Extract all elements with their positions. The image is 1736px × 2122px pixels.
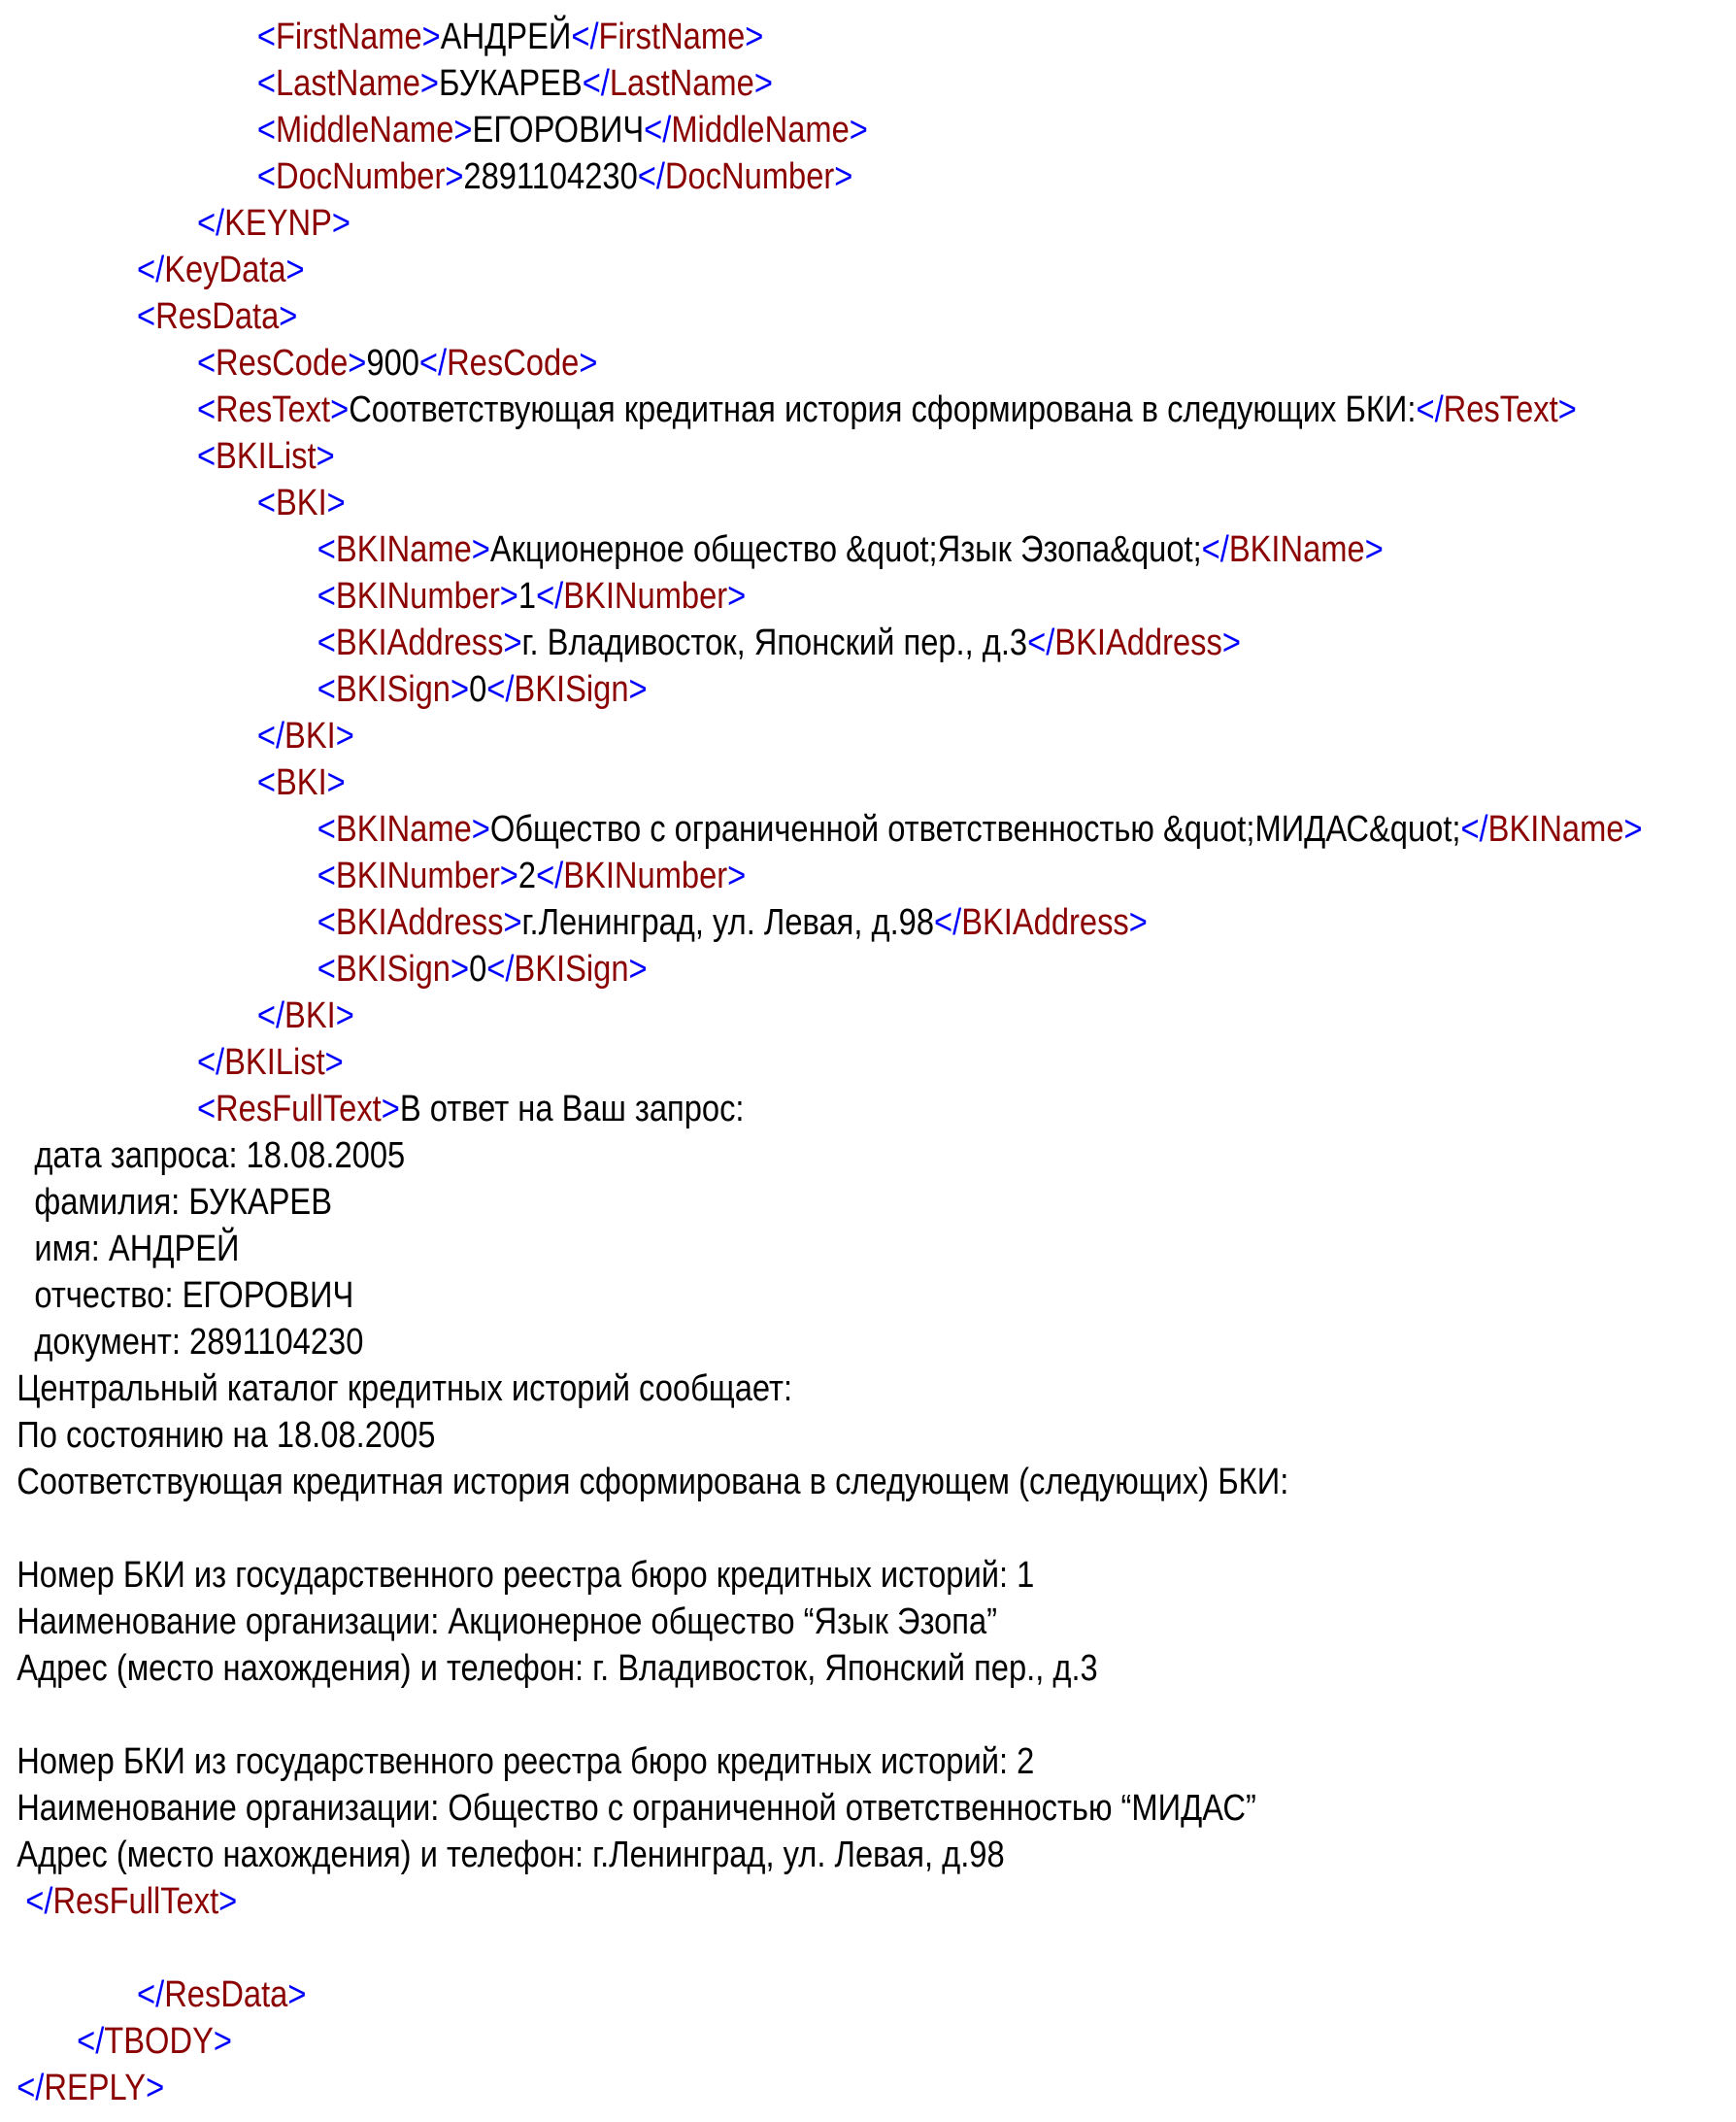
xml-bracket: < (196, 343, 217, 384)
xml-text: Акционерное общество &quot;Язык Эзопа&quot; (489, 529, 1202, 570)
xml-tag-name: BKI (275, 483, 327, 523)
xml-tag-name: ResCode (447, 343, 580, 384)
xml-bracket: </ (137, 1974, 165, 2015)
xml-bracket: > (1221, 623, 1241, 663)
xml-bracket: > (471, 529, 490, 570)
document-line (0, 387, 1577, 433)
xml-text: Центральный каталог кредитных историй сообщает: (17, 1368, 793, 1409)
xml-bracket: </ (536, 576, 564, 617)
xml-tag-name: BKINumber (335, 856, 500, 896)
document-line (0, 806, 1643, 853)
xml-bracket: > (285, 250, 305, 290)
document-line (0, 713, 1493, 759)
xml-text (17, 1881, 25, 1922)
document-line (0, 1785, 1493, 1832)
xml-bracket: > (335, 995, 354, 1036)
xml-bracket: > (499, 856, 518, 896)
xml-bracket: > (628, 669, 648, 710)
document-line (0, 1738, 1493, 1785)
xml-tag-name: ResFullText (52, 1881, 219, 1922)
document-line (0, 1365, 1493, 1412)
xml-bracket: < (317, 669, 336, 710)
xml-text: 2 (517, 856, 537, 896)
document-line (0, 0, 1493, 60)
document-line (0, 1552, 1493, 1599)
xml-text: отчество: ЕГОРОВИЧ (17, 1275, 354, 1316)
xml-text: г. Владивосток, Японский пер., д.3 (521, 623, 1028, 663)
xml-bracket: </ (934, 902, 962, 943)
xml-bracket: </ (644, 110, 672, 151)
xml-bracket: > (450, 949, 470, 990)
xml-bracket: > (579, 343, 598, 384)
xml-bracket: </ (1201, 529, 1229, 570)
xml-tag-name: FirstName (598, 17, 746, 57)
xml-bracket: > (1623, 809, 1643, 850)
xml-text: По состоянию на 18.08.2005 (17, 1415, 436, 1456)
xml-bracket: > (450, 669, 470, 710)
xml-bracket: < (196, 1089, 217, 1129)
document-line (0, 1878, 1493, 1925)
xml-tag-name: BKISign (514, 949, 629, 990)
xml-tag-name: MiddleName (275, 110, 454, 151)
document-line (0, 200, 1493, 247)
document-line (0, 620, 1493, 666)
xml-bracket: > (348, 343, 367, 384)
document-line (0, 759, 1493, 806)
xml-bracket: < (196, 389, 217, 430)
xml-bracket: > (503, 902, 522, 943)
xml-bracket: < (256, 17, 276, 57)
document-line (0, 1925, 1493, 1971)
document-line (0, 1272, 1493, 1319)
xml-text: имя: АНДРЕЙ (17, 1229, 240, 1269)
xml-text: Номер БКИ из государственного реестра бюро кредитных историй: 2 (17, 1741, 1035, 1782)
xml-bracket: </ (1416, 389, 1444, 430)
xml-tag-name: KEYNP (224, 203, 332, 244)
xml-bracket: > (745, 17, 764, 57)
xml-bracket: < (317, 529, 336, 570)
xml-bracket: < (317, 623, 336, 663)
xml-tag-name: BKIList (216, 436, 317, 477)
xml-tag-name: ResData (155, 296, 280, 337)
document-line (0, 853, 1493, 899)
xml-bracket: < (317, 902, 336, 943)
xml-bracket: </ (486, 949, 515, 990)
document-line (0, 2065, 1493, 2111)
xml-bracket: > (471, 809, 490, 850)
xml-tag-name: BKINumber (335, 576, 500, 617)
xml-tag-name: BKINumber (563, 576, 728, 617)
xml-bracket: </ (536, 856, 564, 896)
xml-bracket: < (256, 110, 276, 151)
xml-bracket: </ (137, 250, 165, 290)
document-line (0, 1832, 1493, 1878)
xml-bracket: </ (1460, 809, 1488, 850)
xml-bracket: </ (77, 2021, 105, 2062)
xml-bracket: > (218, 1881, 238, 1922)
xml-bracket: > (1557, 389, 1577, 430)
xml-bracket: </ (571, 17, 599, 57)
xml-bracket: </ (256, 995, 285, 1036)
xml-bracket: < (256, 762, 276, 803)
xml-text: 0 (469, 949, 487, 990)
document-line (0, 1132, 1493, 1179)
document-line (0, 293, 1493, 340)
xml-text: 0 (469, 669, 487, 710)
xml-bracket: < (256, 483, 276, 523)
document-line (0, 107, 1493, 153)
xml-bracket: > (503, 623, 522, 663)
document-line (0, 1645, 1493, 1692)
document-line (0, 526, 1493, 573)
document-line (0, 1179, 1493, 1226)
xml-tag-name: REPLY (44, 2068, 147, 2108)
document-line (0, 1971, 1493, 2018)
xml-tag-name: BKISign (514, 669, 629, 710)
xml-bracket: < (256, 156, 276, 197)
xml-tag-name: MiddleName (671, 110, 850, 151)
xml-text: 900 (366, 343, 419, 384)
xml-bracket: </ (1027, 623, 1055, 663)
document-line (0, 247, 1493, 293)
xml-bracket: > (419, 63, 440, 104)
xml-bracket: > (1128, 902, 1148, 943)
xml-bracket: > (316, 436, 335, 477)
xml-tag-name: LastName (275, 63, 420, 104)
xml-tag-name: DocNumber (275, 156, 446, 197)
xml-tag-name: BKI (284, 716, 336, 757)
document-line (0, 2018, 1493, 2065)
document-line (0, 1692, 1493, 1738)
document-line (0, 993, 1493, 1039)
xml-tag-name: ResData (164, 1974, 288, 2015)
document-line (0, 1086, 1493, 1132)
xml-text: Общество с ограниченной ответственностью &quot;МИДАС&quot; (489, 809, 1461, 850)
xml-tag-name: BKINumber (563, 856, 728, 896)
xml-bracket: > (146, 2068, 165, 2108)
xml-tag-name: KeyData (164, 250, 286, 290)
document-line (0, 1599, 1493, 1645)
xml-tag-name: BKISign (335, 669, 451, 710)
xml-bracket: < (256, 63, 276, 104)
xml-tag-name: DocNumber (664, 156, 835, 197)
xml-bracket: </ (486, 669, 515, 710)
xml-bracket: > (335, 716, 354, 757)
xml-text: 2891104230 (463, 156, 638, 197)
document-line (0, 1226, 1493, 1272)
xml-bracket: > (381, 1089, 400, 1129)
document-line (0, 666, 1493, 713)
xml-tag-name: BKIName (335, 809, 472, 850)
xml-bracket: < (317, 856, 336, 896)
xml-bracket: </ (418, 343, 448, 384)
xml-text: Номер БКИ из государственного реестра бюро кредитных историй: 1 (17, 1555, 1035, 1596)
xml-bracket: > (213, 2021, 232, 2062)
xml-bracket: > (628, 949, 648, 990)
xml-bracket: > (331, 203, 351, 244)
xml-tag-name: LastName (609, 63, 754, 104)
xml-tag-name: ResFullText (216, 1089, 382, 1129)
xml-bracket: < (137, 296, 156, 337)
xml-bracket: < (317, 576, 336, 617)
document-line (0, 60, 1493, 107)
xml-tag-name: BKIAddress (1054, 623, 1222, 663)
document-line (0, 480, 1493, 526)
document-line (0, 153, 1493, 200)
xml-text: Адрес (место нахождения) и телефон: г. Владивосток, Японский пер., д.3 (17, 1648, 1098, 1689)
xml-bracket: > (834, 156, 853, 197)
xml-tag-name: ResCode (216, 343, 349, 384)
xml-tag-name: FirstName (275, 17, 422, 57)
xml-tag-name: BKIName (335, 529, 472, 570)
document-line (0, 340, 1493, 387)
xml-tag-name: ResText (216, 389, 331, 430)
xml-bracket: > (445, 156, 464, 197)
document-line (0, 1459, 1493, 1505)
xml-text: Наименование организации: Акционерное общество “Язык Эзопа” (17, 1601, 998, 1642)
document-line (0, 573, 1493, 620)
xml-bracket: > (326, 483, 346, 523)
xml-tag-name: BKIAddress (335, 623, 504, 663)
xml-bracket: > (324, 1042, 344, 1083)
xml-tag-name: BKI (284, 995, 336, 1036)
xml-bracket: > (326, 762, 346, 803)
xml-text: БУКАРЕВ (439, 63, 583, 104)
xml-tag-name: BKIName (1228, 529, 1365, 570)
document-line (0, 1412, 1493, 1459)
xml-text: ЕГОРОВИЧ (472, 110, 645, 151)
xml-text: дата запроса: 18.08.2005 (17, 1135, 406, 1176)
xml-tag-name: BKISign (335, 949, 451, 990)
xml-bracket: > (499, 576, 518, 617)
xml-bracket: </ (196, 203, 225, 244)
xml-text: Адрес (место нахождения) и телефон: г.Ленинград, ул. Левая, д.98 (17, 1835, 1005, 1875)
xml-bracket: > (287, 1974, 307, 2015)
document-line (0, 899, 1493, 946)
xml-bracket: > (849, 110, 868, 151)
xml-tag-name: BKIAddress (961, 902, 1129, 943)
xml-bracket: < (317, 949, 336, 990)
xml-bracket: > (453, 110, 473, 151)
xml-text: г.Ленинград, ул. Левая, д.98 (521, 902, 935, 943)
document-line (0, 946, 1493, 993)
xml-text: 1 (517, 576, 537, 617)
document-line (0, 1319, 1493, 1365)
xml-bracket: </ (637, 156, 665, 197)
xml-bracket: </ (256, 716, 285, 757)
xml-bracket: < (196, 436, 217, 477)
xml-bracket: > (727, 576, 747, 617)
xml-tag-name: TBODY (104, 2021, 214, 2062)
xml-tag-name: BKIName (1487, 809, 1624, 850)
xml-bracket: </ (582, 63, 610, 104)
document-line (0, 1039, 1493, 1086)
xml-text: В ответ на Ваш запрос: (399, 1089, 745, 1129)
xml-text: АНДРЕЙ (440, 17, 572, 57)
document-line (0, 1505, 1493, 1552)
xml-bracket: > (1364, 529, 1384, 570)
xml-bracket: > (279, 296, 298, 337)
document-line (0, 433, 1493, 480)
xml-text: фамилия: БУКАРЕВ (17, 1182, 333, 1223)
xml-text: документ: 2891104230 (17, 1322, 364, 1363)
xml-tag-name: BKIAddress (335, 902, 504, 943)
xml-bracket: > (421, 17, 441, 57)
xml-bracket: </ (25, 1881, 53, 1922)
xml-bracket: > (330, 389, 350, 430)
xml-tag-name: ResText (1443, 389, 1558, 430)
xml-bracket: </ (17, 2068, 45, 2108)
xml-bracket: </ (196, 1042, 225, 1083)
xml-bracket: > (753, 63, 773, 104)
xml-text: Соответствующая кредитная история сформирована в следующем (следующих) БКИ: (17, 1462, 1289, 1502)
xml-bracket: > (727, 856, 747, 896)
xml-text: Соответствующая кредитная история сформирована в следующих БКИ: (349, 389, 1417, 430)
xml-tag-name: BKI (275, 762, 327, 803)
xml-tag-name: BKIList (224, 1042, 325, 1083)
xml-bracket: < (317, 809, 336, 850)
xml-text: Наименование организации: Общество с ограниченной ответственностью “МИДАС” (17, 1788, 1256, 1829)
